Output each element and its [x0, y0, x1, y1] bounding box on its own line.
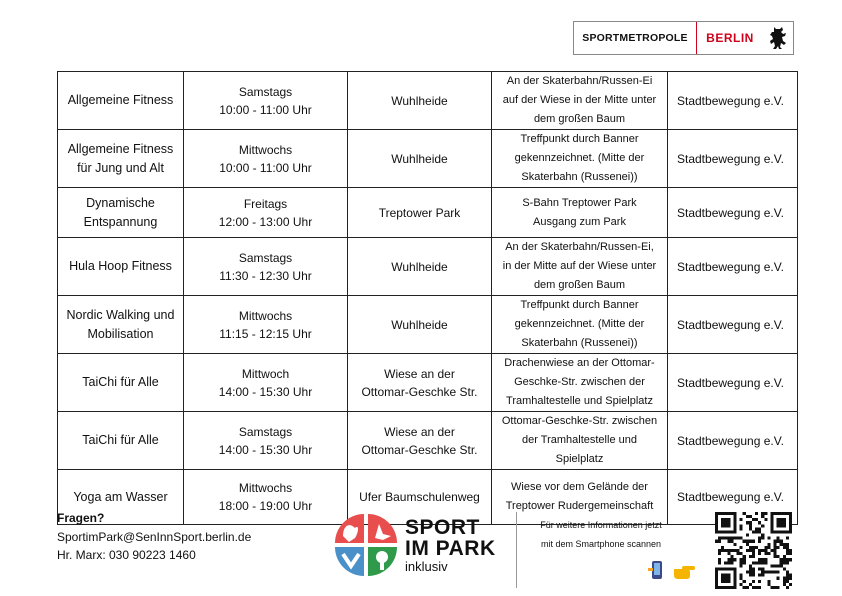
- organizer-cell: Stadtbewegung e.V.: [668, 296, 798, 354]
- location-cell-line: Ufer Baumschulenweg: [359, 490, 480, 504]
- organizer-cell: Stadtbewegung e.V.: [668, 354, 798, 412]
- location-cell-line: Ottomar-Geschke Str.: [361, 442, 478, 457]
- course-time: 18:00 - 19:00 Uhr: [218, 499, 313, 513]
- table-row: [58, 238, 798, 296]
- location-cell: [348, 354, 492, 412]
- schedule-time-cell: [184, 72, 348, 130]
- course-name-cell: [58, 188, 184, 238]
- meeting-point-cell: [492, 188, 668, 238]
- schedule-time-cell: [184, 188, 348, 238]
- course-name-cell: [58, 238, 184, 296]
- organizer-cell: Stadtbewegung e.V.: [668, 238, 798, 296]
- qr-info-line-1: Für weitere Informationen jetzt: [540, 520, 662, 530]
- meeting-point-cell-line: Treffpunkt durch Banner: [520, 299, 639, 311]
- meeting-point-cell-line: S-Bahn Treptower Park: [522, 196, 637, 209]
- course-day: Samstags: [238, 424, 293, 439]
- course-name-cell-line: Nordic Walking und: [66, 307, 175, 322]
- meeting-point-cell-line: Geschke-Str. zwischen der: [514, 376, 645, 388]
- course-time: 14:00 - 15:30 Uhr: [218, 442, 313, 457]
- meeting-point-cell: [492, 72, 668, 130]
- logo-sport-text: SPORT: [405, 516, 480, 539]
- location-cell-line: Wiese an der: [384, 424, 455, 439]
- logo-inklusiv-text: inklusiv: [405, 559, 448, 574]
- course-day: Freitags: [243, 196, 288, 211]
- table-row: [58, 412, 798, 470]
- course-name-cell: [58, 354, 184, 412]
- meeting-point-cell-line: gekennzeichnet. (Mitte der: [514, 152, 645, 164]
- schedule-table: [57, 71, 798, 525]
- course-name-cell-line: Entspannung: [83, 214, 158, 229]
- location-cell: [348, 296, 492, 354]
- pointing-hand-icon: [672, 560, 696, 580]
- meeting-point-cell-line: An der Skaterbahn/Russen-Ei: [506, 75, 653, 87]
- course-time: 11:15 - 12:15 Uhr: [219, 326, 312, 341]
- course-name-cell: [58, 296, 184, 354]
- course-name-cell: [58, 412, 184, 470]
- meeting-point-cell: [492, 238, 668, 296]
- location-cell-line: Wuhlheide: [391, 151, 448, 166]
- meeting-point-cell-line: Tramhaltestelle und Spielplatz: [506, 395, 653, 407]
- location-cell-line: Ottomar-Geschke Str.: [361, 384, 478, 399]
- course-day: Mittwoch: [241, 366, 290, 381]
- course-name-cell: [58, 72, 184, 130]
- organizer-cell: Stadtbewegung e.V.: [668, 470, 798, 525]
- scan-hint-icons: [646, 560, 696, 580]
- table-row: [58, 130, 798, 188]
- location-cell-line: Wuhlheide: [391, 317, 448, 332]
- location-cell-line: Wuhlheide: [391, 93, 448, 108]
- table-row: [58, 188, 798, 238]
- qr-info-line-2: mit dem Smartphone scannen: [540, 539, 662, 549]
- qr-info-text: [526, 516, 676, 554]
- course-day: Samstags: [238, 84, 293, 99]
- course-time: 10:00 - 11:00 Uhr: [219, 160, 312, 175]
- organizer-cell: Stadtbewegung e.V.: [668, 188, 798, 238]
- meeting-point-cell-line: auf der Wiese in der Mitte unter: [502, 94, 657, 106]
- table-row: [58, 354, 798, 412]
- location-cell: [348, 188, 492, 238]
- organizer-cell: Stadtbewegung e.V.: [668, 130, 798, 188]
- meeting-point-cell-line: dem großen Baum: [533, 279, 626, 291]
- schedule-time-cell: [184, 130, 348, 188]
- meeting-point-cell-line: gekennzeichnet. (Mitte der: [514, 318, 645, 330]
- berlin-bear-icon: [763, 25, 793, 51]
- course-time: 11:30 - 12:30 Uhr: [219, 268, 312, 283]
- logo-im-park-text: IM PARK: [405, 537, 496, 560]
- course-name-cell-line: TaiChi für Alle: [82, 433, 159, 447]
- location-cell-line: Wuhlheide: [391, 259, 448, 274]
- questions-heading: Fragen?: [57, 511, 105, 525]
- course-time: 12:00 - 13:00 Uhr: [218, 214, 313, 229]
- meeting-point-cell-line: An der Skaterbahn/Russen-Ei,: [505, 241, 654, 253]
- course-name-cell-line: Dynamische: [86, 195, 155, 210]
- meeting-point-cell-line: Drachenwiese an der Ottomar-: [504, 357, 655, 369]
- contact-block: [57, 509, 251, 565]
- course-time: 14:00 - 15:30 Uhr: [218, 384, 313, 399]
- location-cell-line: Wiese an der: [384, 366, 455, 381]
- meeting-point-cell-line: Skaterbahn (Russenei)): [521, 171, 638, 183]
- sportmetropole-berlin-logo: [573, 21, 794, 55]
- meeting-point-cell-line: in der Mitte auf der Wiese unter: [502, 260, 657, 272]
- course-day: Mittwochs: [238, 481, 293, 495]
- location-cell: [348, 72, 492, 130]
- meeting-point-cell-line: Spielplatz: [555, 453, 604, 465]
- location-cell: [348, 238, 492, 296]
- logo-berlin-text: BERLIN: [706, 31, 754, 45]
- meeting-point-cell-line: dem großen Baum: [533, 113, 626, 125]
- location-cell: [348, 130, 492, 188]
- course-time: 10:00 - 11:00 Uhr: [219, 102, 312, 117]
- course-name-cell: [58, 130, 184, 188]
- location-cell-line: Treptower Park: [378, 205, 461, 220]
- footer-divider: [516, 512, 517, 588]
- table-row: [58, 72, 798, 130]
- meeting-point-cell-line: Treptower Rudergemeinschaft: [505, 500, 654, 512]
- meeting-point-cell-line: Wiese vor dem Gelände der: [511, 481, 648, 493]
- meeting-point-cell: [492, 130, 668, 188]
- course-name-cell-line: für Jung und Alt: [77, 160, 164, 175]
- course-name-cell-line: Allgemeine Fitness: [67, 93, 174, 107]
- table-row: [58, 296, 798, 354]
- smartphone-icon: [646, 560, 666, 580]
- meeting-point-cell: [492, 354, 668, 412]
- course-day: Mittwochs: [238, 142, 293, 157]
- meeting-point-cell-line: Ausgang zum Park: [533, 215, 626, 228]
- meeting-point-cell: [492, 296, 668, 354]
- course-name-cell-line: TaiChi für Alle: [82, 375, 159, 389]
- schedule-time-cell: [184, 354, 348, 412]
- schedule-time-cell: [184, 296, 348, 354]
- qr-code[interactable]: [715, 512, 792, 589]
- course-name-cell-line: Hula Hoop Fitness: [69, 259, 172, 273]
- meeting-point-cell-line: Skaterbahn (Russenei)): [521, 337, 638, 349]
- course-name-cell-line: Yoga am Wasser: [73, 489, 168, 504]
- course-name-cell-line: Allgemeine Fitness: [67, 141, 174, 156]
- meeting-point-cell-line: Treffpunkt durch Banner: [520, 133, 639, 145]
- sport-im-park-logo: [333, 511, 503, 579]
- location-cell: [348, 412, 492, 470]
- logo-sportmetropole-text: SPORTMETROPOLE: [582, 32, 688, 44]
- meeting-point-cell-line: der Tramhaltestelle und: [522, 434, 637, 446]
- meeting-point-cell: [492, 412, 668, 470]
- sport-im-park-emblem-icon: [333, 512, 399, 578]
- organizer-cell: Stadtbewegung e.V.: [668, 412, 798, 470]
- course-day: Samstags: [238, 250, 293, 265]
- organizer-cell: Stadtbewegung e.V.: [668, 72, 798, 130]
- course-name-cell-line: Mobilisation: [87, 326, 154, 341]
- contact-phone: Hr. Marx: 030 90223 1460: [57, 548, 196, 562]
- schedule-time-cell: [184, 238, 348, 296]
- meeting-point-cell-line: Ottomar-Geschke-Str. zwischen: [501, 415, 658, 427]
- schedule-time-cell: [184, 412, 348, 470]
- contact-email: SportimPark@SenInnSport.berlin.de: [57, 529, 252, 544]
- course-day: Mittwochs: [238, 308, 293, 323]
